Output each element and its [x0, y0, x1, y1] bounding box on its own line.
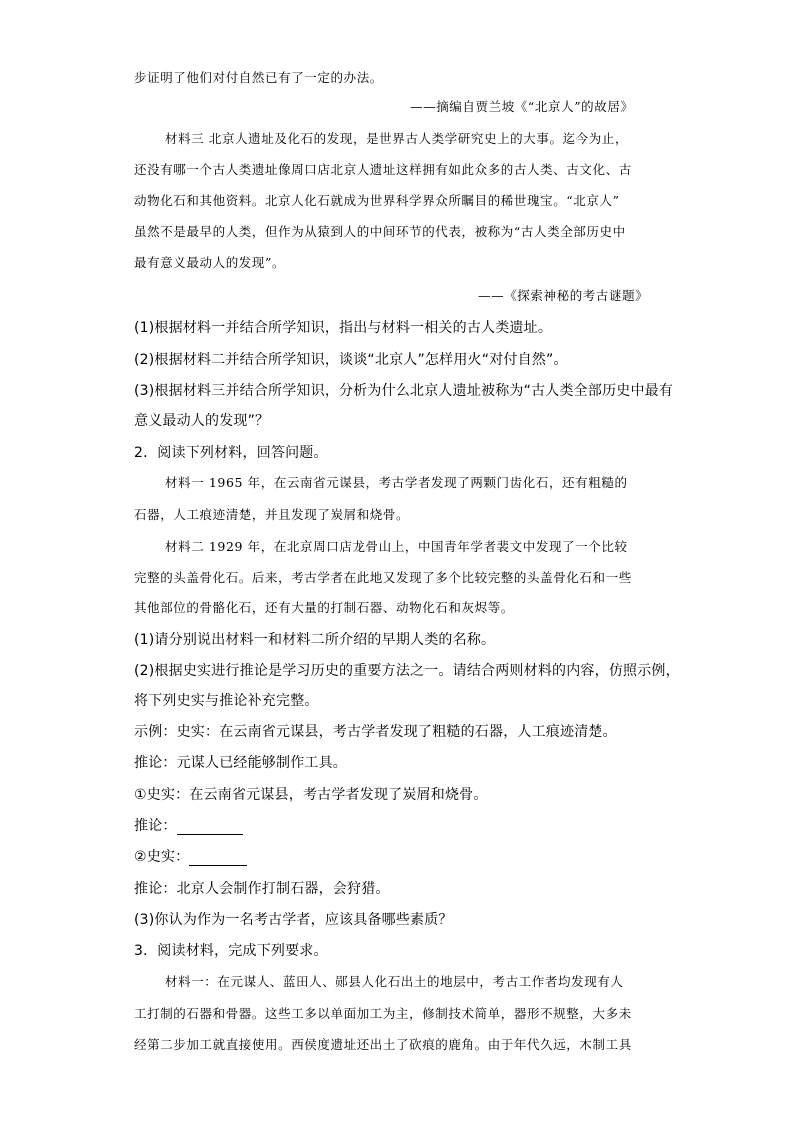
- q2-material-one-line-2: 石器，人工痕迹清楚，并且发现了炭屑和烧骨。: [134, 507, 410, 522]
- material-three-line-2: 还没有哪一个古人类遗址像周口店北京人遗址这样拥有如此众多的古人类、古文化、古: [134, 162, 632, 177]
- q3-material-one-line-2: 工打制的石器和骨器。这些工多以单面加工为主，修制技术简单，器形不规整，大多未: [134, 1006, 632, 1021]
- fact-two-inference: 推论：北京人会制作打制石器，会狩猎。: [134, 881, 390, 897]
- fact-one-inference-blank[interactable]: [177, 820, 243, 835]
- q1-subquestion-3-line-1: (3)根据材料三并结合所学知识，分析为什么北京人遗址被称为“古人类全部历史中最有: [134, 383, 674, 399]
- fact-one: ①史实：在云南省元谋县，考古学者发现了炭屑和烧骨。: [134, 787, 488, 803]
- q2-material-two-line-3: 其他部位的骨骼化石，还有大量的打制石器、动物化石和灰烬等。: [134, 600, 514, 615]
- q2-subquestion-3: (3)你认为作为一名考古学者，应该具备哪些素质？: [134, 912, 453, 928]
- q1-subquestion-2: (2)根据材料二并结合所学知识，谈谈“北京人”怎样用火“对付自然”。: [134, 352, 568, 368]
- fact-one-inference-row: [134, 815, 243, 835]
- material-one-tail: 步证明了他们对付自然已有了一定的办法。: [134, 70, 383, 85]
- material-three-source: ——《探索神秘的考古谜题》: [478, 288, 649, 303]
- q2-subquestion-2-line-1: (2)根据史实进行推论是学习历史的重要方法之一。请结合两则材料的内容，仿照示例，: [134, 663, 680, 679]
- q2-title: 2．阅读下列材料，回答问题。: [134, 445, 328, 461]
- q2-material-one-line-1: 材料一 1965 年，在云南省元谋县，考古学者发现了两颗门齿化石，还有粗糙的: [165, 475, 628, 490]
- material-three-line-1: 材料三 北京人遗址及化石的发现，是世界古人类学研究史上的大事。迄今为止，: [165, 131, 629, 146]
- q3-material-one-line-3: 经第二步加工就直接使用。西侯度遗址还出土了砍痕的鹿角。由于年代久远，木制工具: [134, 1037, 632, 1052]
- example-inference: 推论：元谋人已经能够制作工具。: [134, 755, 347, 771]
- fact-one-inference-label: 推论：: [134, 818, 177, 834]
- q1-subquestion-3-line-2: 意义最动人的发现”？: [134, 413, 270, 429]
- q2-subquestion-2-line-2: 将下列史实与推论补充完整。: [134, 693, 319, 709]
- q3-title: 3．阅读材料，完成下列要求。: [134, 943, 328, 959]
- q2-subquestion-1: (1)请分别说出材料一和材料二所介绍的早期人类的名称。: [134, 632, 496, 648]
- q2-material-two-line-1: 材料二 1929 年，在北京周口店龙骨山上，中国青年学者裴文中发现了一个比较: [165, 539, 628, 554]
- material-three-line-4: 虽然不是最早的人类，但作为从猿到人的中间环节的代表，被称为“古人类全部历史中: [134, 224, 626, 239]
- q1-subquestion-1: (1)根据材料一并结合所学知识，指出与材料一相关的古人类遗址。: [134, 320, 553, 336]
- example-fact: 示例：史实：在云南省元谋县，考古学者发现了粗糙的石器，人工痕迹清楚。: [134, 724, 617, 740]
- q3-material-one-line-1: 材料一：在元谋人、蓝田人、郧县人化石出土的地层中，考古工作者均发现有人: [165, 974, 624, 989]
- q2-material-two-line-2: 完整的头盖骨化石。后来，考古学者在此地又发现了多个比较完整的头盖骨化石和一些: [134, 570, 632, 585]
- material-three-line-3: 动物化石和其他资料。北京人化石就成为世界科学界众所瞩目的稀世瑰宝。“北京人”: [134, 193, 620, 208]
- material-one-source: ——摘编自贾兰坡《“北京人”的故居》: [410, 99, 634, 114]
- fact-two-label: ②史实：: [134, 849, 190, 865]
- fact-two-blank[interactable]: [189, 851, 247, 866]
- material-three-line-5: 最有意义最动人的发现”。: [134, 255, 286, 270]
- fact-two-row: [134, 846, 247, 866]
